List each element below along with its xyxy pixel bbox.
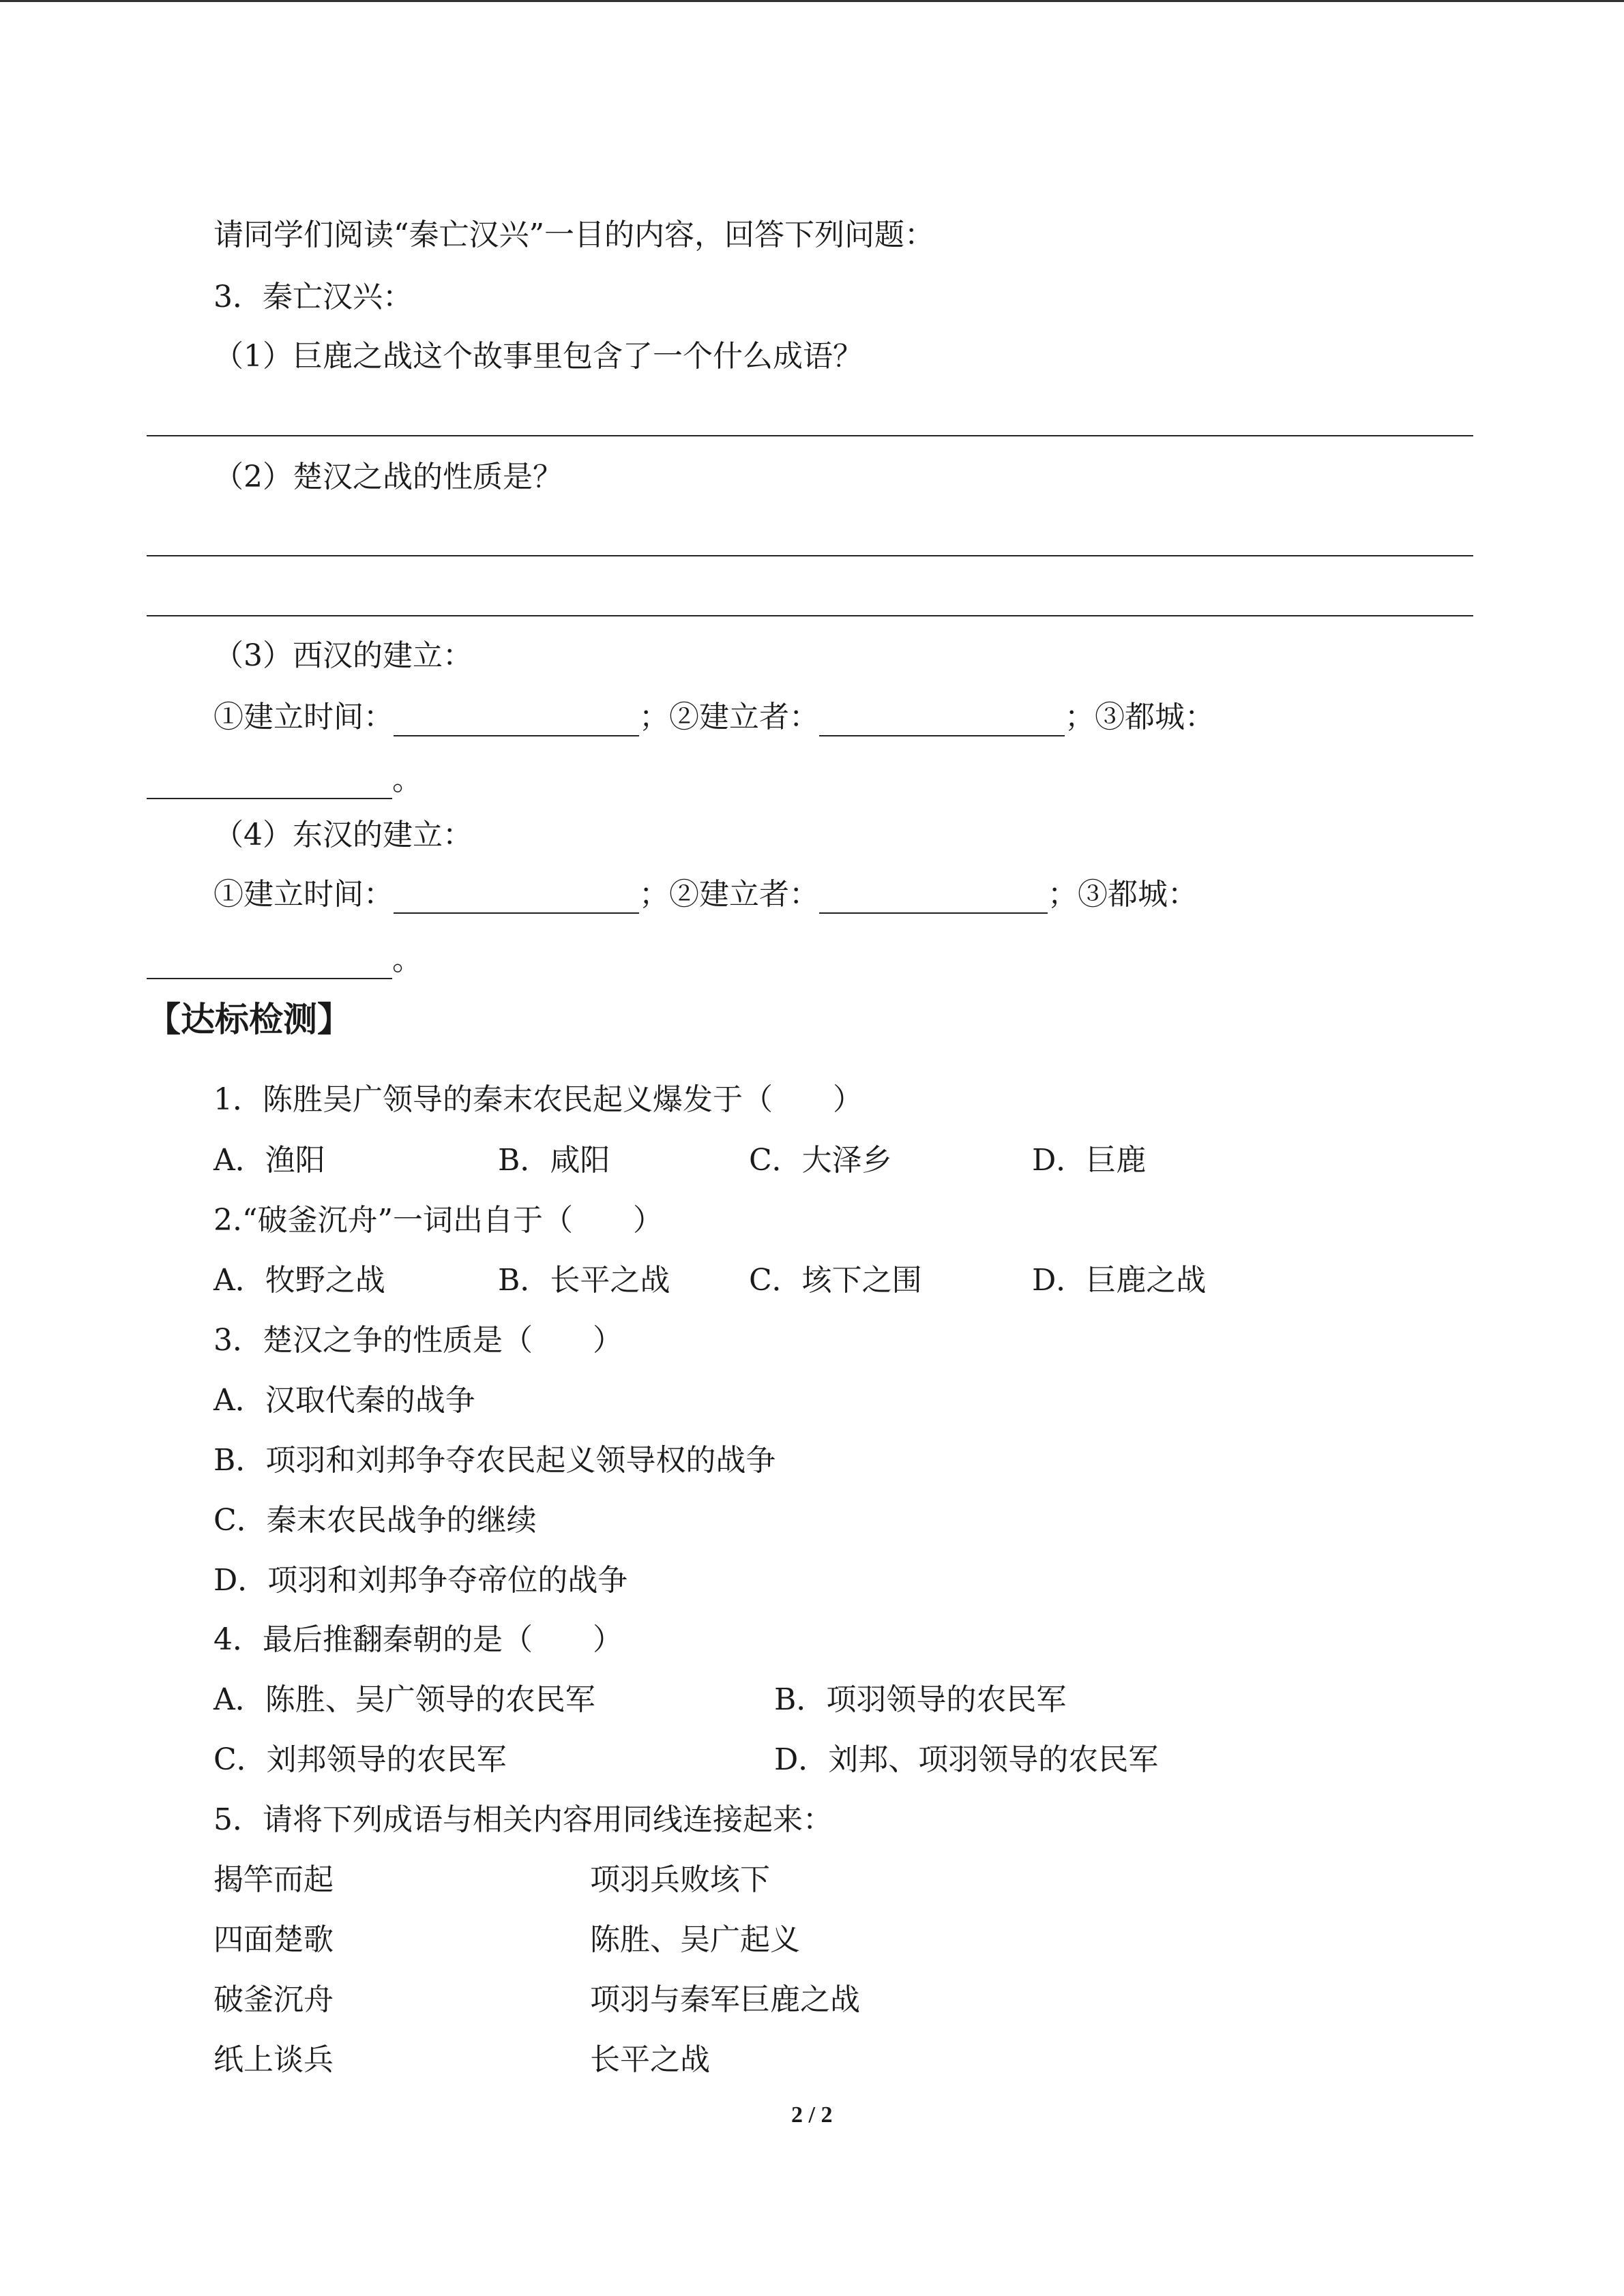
fill-founder-label: ；②建立者： — [639, 877, 819, 912]
fill-capital-blank[interactable] — [147, 768, 392, 799]
mc4-option-c[interactable]: C．刘邦领导的农民军 — [213, 1742, 507, 1777]
intro-text: 请同学们阅读“秦亡汉兴”一目的内容，回答下列问题： — [213, 218, 934, 252]
page-number: 2 / 2 — [791, 2102, 833, 2128]
fill-time-blank[interactable] — [394, 882, 639, 914]
event-item[interactable]: 项羽与秦军巨鹿之战 — [590, 1982, 860, 2017]
question-3-fill — [213, 698, 1215, 736]
event-item[interactable]: 项羽兵败垓下 — [590, 1862, 770, 1897]
mc4-option-a[interactable]: A．陈胜、吴广领导的农民军 — [213, 1682, 595, 1717]
mc1-option-a[interactable]: A．渔阳 — [213, 1143, 325, 1178]
fill-time-label: ①建立时间： — [213, 877, 394, 912]
mc3-option-a[interactable]: A．汉取代秦的战争 — [213, 1383, 475, 1418]
fill-capital-label: ；③都城： — [1065, 700, 1215, 734]
question-2: （2）楚汉之战的性质是？ — [213, 460, 563, 494]
mc-question-1: 1．陈胜吴广领导的秦末农民起义爆发于（ ） — [213, 1082, 863, 1117]
mc4-option-b[interactable]: B．项羽领导的农民军 — [774, 1682, 1067, 1717]
question-4-capital-line — [147, 941, 422, 979]
mc2-option-c[interactable]: C．垓下之围 — [749, 1263, 922, 1298]
idiom-item[interactable]: 纸上谈兵 — [213, 2042, 334, 2077]
question-1: （1）巨鹿之战这个故事里包含了一个什么成语？ — [213, 339, 863, 374]
answer-line-2b[interactable] — [147, 615, 1473, 616]
mc4-option-d[interactable]: D．刘邦、项羽领导的农民军 — [774, 1742, 1159, 1777]
end-mark: 。 — [392, 942, 422, 977]
check-heading: 【达标检测】 — [147, 1000, 351, 1039]
mc3-option-b[interactable]: B．项羽和刘邦争夺农民起义领导权的战争 — [213, 1443, 776, 1478]
event-item[interactable]: 长平之战 — [590, 2042, 710, 2077]
mc2-option-d[interactable]: D．巨鹿之战 — [1032, 1263, 1207, 1298]
mc-question-4: 4．最后推翻秦朝的是（ ） — [213, 1622, 623, 1657]
fill-time-label: ①建立时间： — [213, 700, 394, 734]
matching-question-5: 5．请将下列成语与相关内容用同线连接起来： — [213, 1802, 833, 1837]
fill-founder-label: ；②建立者： — [639, 700, 819, 734]
mc2-option-b[interactable]: B．长平之战 — [498, 1263, 670, 1298]
end-mark: 。 — [392, 762, 422, 797]
section-3-title: 3．秦亡汉兴： — [213, 280, 413, 314]
fill-founder-blank[interactable] — [819, 882, 1048, 914]
answer-line-2a[interactable] — [147, 555, 1473, 556]
mc-question-3: 3．楚汉之争的性质是（ ） — [213, 1323, 623, 1358]
event-item[interactable]: 陈胜、吴广起义 — [590, 1922, 800, 1957]
fill-capital-blank[interactable] — [147, 948, 392, 979]
mc-question-2: 2.“破釜沉舟”一词出自于（ ） — [213, 1203, 663, 1238]
fill-founder-blank[interactable] — [819, 705, 1065, 736]
mc1-option-b[interactable]: B．咸阳 — [498, 1143, 610, 1178]
question-4-fill — [213, 876, 1198, 914]
idiom-item[interactable]: 破釜沉舟 — [213, 1982, 334, 2017]
question-4: （4）东汉的建立： — [213, 818, 473, 852]
idiom-item[interactable]: 揭竿而起 — [213, 1862, 334, 1897]
mc3-option-c[interactable]: C．秦末农民战争的继续 — [213, 1503, 537, 1538]
mc1-option-c[interactable]: C．大泽乡 — [749, 1143, 892, 1178]
answer-line-1[interactable] — [147, 435, 1473, 436]
idiom-item[interactable]: 四面楚歌 — [213, 1922, 334, 1957]
fill-capital-label: ；③都城： — [1048, 877, 1198, 912]
mc2-option-a[interactable]: A．牧野之战 — [213, 1263, 385, 1298]
mc1-option-d[interactable]: D．巨鹿 — [1032, 1143, 1147, 1178]
question-3: （3）西汉的建立： — [213, 638, 473, 673]
question-3-capital-line — [147, 761, 422, 799]
mc3-option-d[interactable]: D．项羽和刘邦争夺帝位的战争 — [213, 1563, 628, 1598]
top-border — [0, 0, 1624, 2]
fill-time-blank[interactable] — [394, 705, 639, 736]
